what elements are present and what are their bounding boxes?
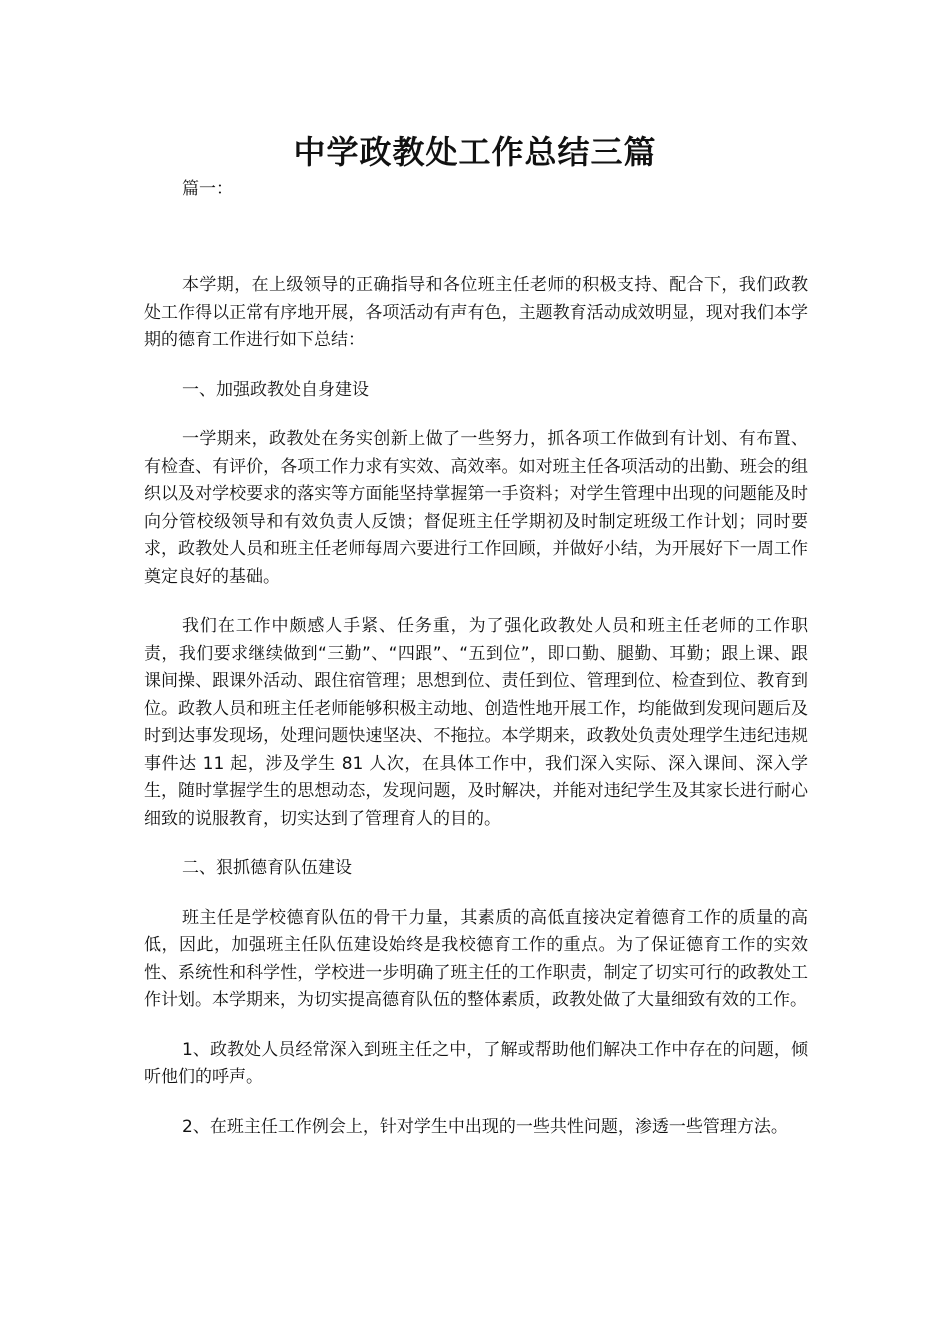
part-label: 篇一： [182, 179, 233, 199]
document-title: 中学政教处工作总结三篇 [293, 133, 657, 171]
list-item-2: 2、在班主任工作例会上，针对学生中出现的一些共性问题，渗透一些管理方法。 [182, 1116, 788, 1137]
body-paragraph: 我们在工作中颇感人手紧、任务重，为了强化政教处人员和班主任老师的工作职责，我们要求继续做到“三勤”、“四跟”、“五到位”，即口勤、腿勤、耳勤；跟上课、跟课间操、跟课外活动、跟住宿管理；思想到位、责任到位、管理到位、检查到位、教育到位。政教人员和班主任老师能够积极主动地、创造性地开展工作，均能做到发现问题后及时到达事发现场，处理问题快速坚决、不拖拉。本学期来，政教处负责处理学生违纪违规事件达 11 起，涉及学生 81 人次，在具体工作中，我们深入实际、深入课间、深入学生，随时掌握学生的思想动态，发现问题，及时解决，并能对违纪学生及其家长进行耐心细致的说服教育，切实达到了管理育人的目的。 [144, 616, 808, 829]
body-paragraph: 班主任是学校德育队伍的骨干力量，其素质的高低直接决定着德育工作的质量的高低，因此，加强班主任队伍建设始终是我校德育工作的重点。为了保证德育工作的实效性、系统性和科学性，学校进一步明确了班主任的工作职责，制定了切实可行的政教处工作计划。本学期来，为切实提高德育队伍的整体素质，政教处做了大量细致有效的工作。 [144, 907, 808, 1010]
intro-paragraph: 本学期，在上级领导的正确指导和各位班主任老师的积极支持、配合下，我们政教处工作得以正常有序地开展，各项活动有声有色，主题教育活动成效明显，现对我们本学期的德育工作进行如下总结： [144, 275, 808, 350]
section-heading-2: 二、狠抓德育队伍建设 [182, 858, 352, 878]
section-heading-1: 一、加强政教处自身建设 [182, 379, 369, 400]
list-item-1: 1、政教处人员经常深入到班主任之中，了解或帮助他们解决工作中存在的问题，倾听他们的呼声。 [144, 1039, 808, 1087]
document-body [144, 272, 808, 1163]
body-paragraph: 一学期来，政教处在务实创新上做了一些努力，抓各项工作做到有计划、有布置、有检查、有评价，各项工作力求有实效、高效率。如对班主任各项活动的出勤、班会的组织以及对学校要求的落实等方面能坚持掌握第一手资料；对学生管理中出现的问题能及时向分管校级领导和有效负责人反馈；督促班主任学期初及时制定班级工作计划；同时要求，政教处人员和班主任老师每周六要进行工作回顾，并做好小结，为开展好下一周工作奠定良好的基础。 [144, 429, 808, 587]
